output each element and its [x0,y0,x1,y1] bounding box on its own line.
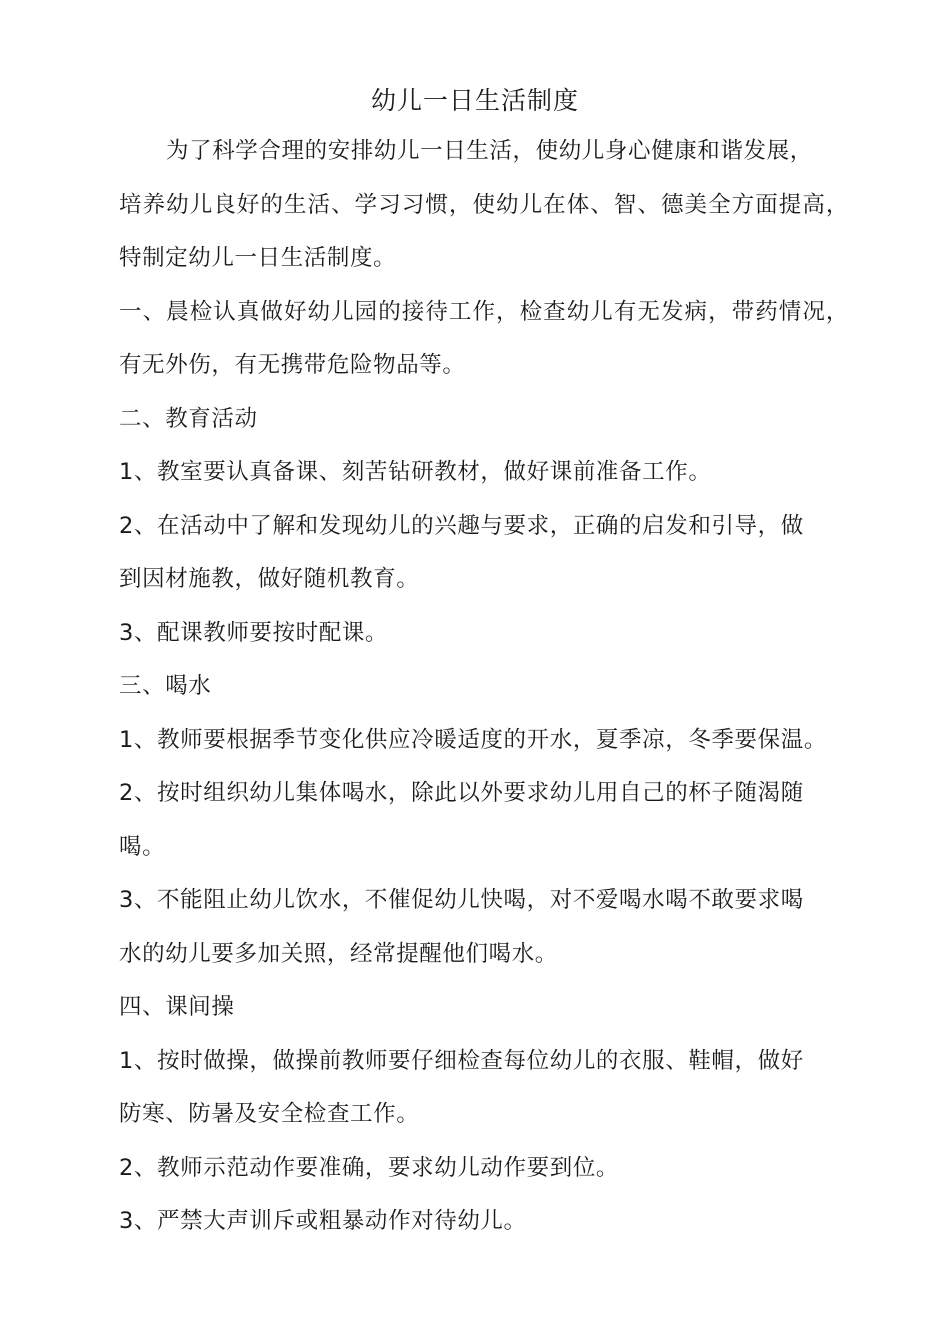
section-2-heading: 二、教育活动 [119,406,258,432]
section-1-line-1: 一、晨检认真做好幼儿园的接待工作，检查幼儿有无发病，带药情况， [119,299,849,325]
intro-line-2: 培养幼儿良好的生活、学习习惯，使幼儿在体、智、德美全方面提高， [119,192,849,218]
document-title: 幼儿一日生活制度 [370,86,579,115]
section-3-item-3-line-1: 3、不能阻止幼儿饮水，不催促幼儿快喝，对不爱喝水喝不敢要求喝 [119,887,804,913]
intro-line-3: 特制定幼儿一日生活制度。 [119,245,397,271]
intro-line-1: 为了科学合理的安排幼儿一日生活，使幼儿身心健康和谐发展， [166,138,813,164]
section-2-item-2-line-1: 2、在活动中了解和发现幼儿的兴趣与要求，正确的启发和引导，做 [119,513,804,539]
section-3-item-1: 1、教师要根据季节变化供应冷暖适度的开水，夏季凉，冬季要保温。 [119,727,827,753]
section-3-heading: 三、喝水 [119,673,212,699]
section-4-item-2: 2、教师示范动作要准确，要求幼儿动作要到位。 [119,1155,620,1181]
section-4-item-1-line-1: 1、按时做操，做操前教师要仔细检查每位幼儿的衣服、鞋帽，做好 [119,1048,804,1074]
section-4-item-3: 3、严禁大声训斥或粗暴动作对待幼儿。 [119,1208,527,1234]
section-2-item-3: 3、配课教师要按时配课。 [119,620,389,646]
section-3-item-2-line-1: 2、按时组织幼儿集体喝水，除此以外要求幼儿用自己的杯子随渴随 [119,780,804,806]
section-2-item-1: 1、教室要认真备课、刻苦钻研教材，做好课前准备工作。 [119,459,712,485]
section-2-item-2-line-2: 到因材施教，做好随机教育。 [119,566,420,592]
section-4-heading: 四、课间操 [119,994,235,1020]
section-1-line-2: 有无外伤，有无携带危险物品等。 [119,352,466,378]
section-3-item-2-line-2: 喝。 [119,834,166,860]
section-3-item-3-line-2: 水的幼儿要多加关照，经常提醒他们喝水。 [119,941,558,967]
section-4-item-1-line-2: 防寒、防暑及安全检查工作。 [119,1101,420,1127]
